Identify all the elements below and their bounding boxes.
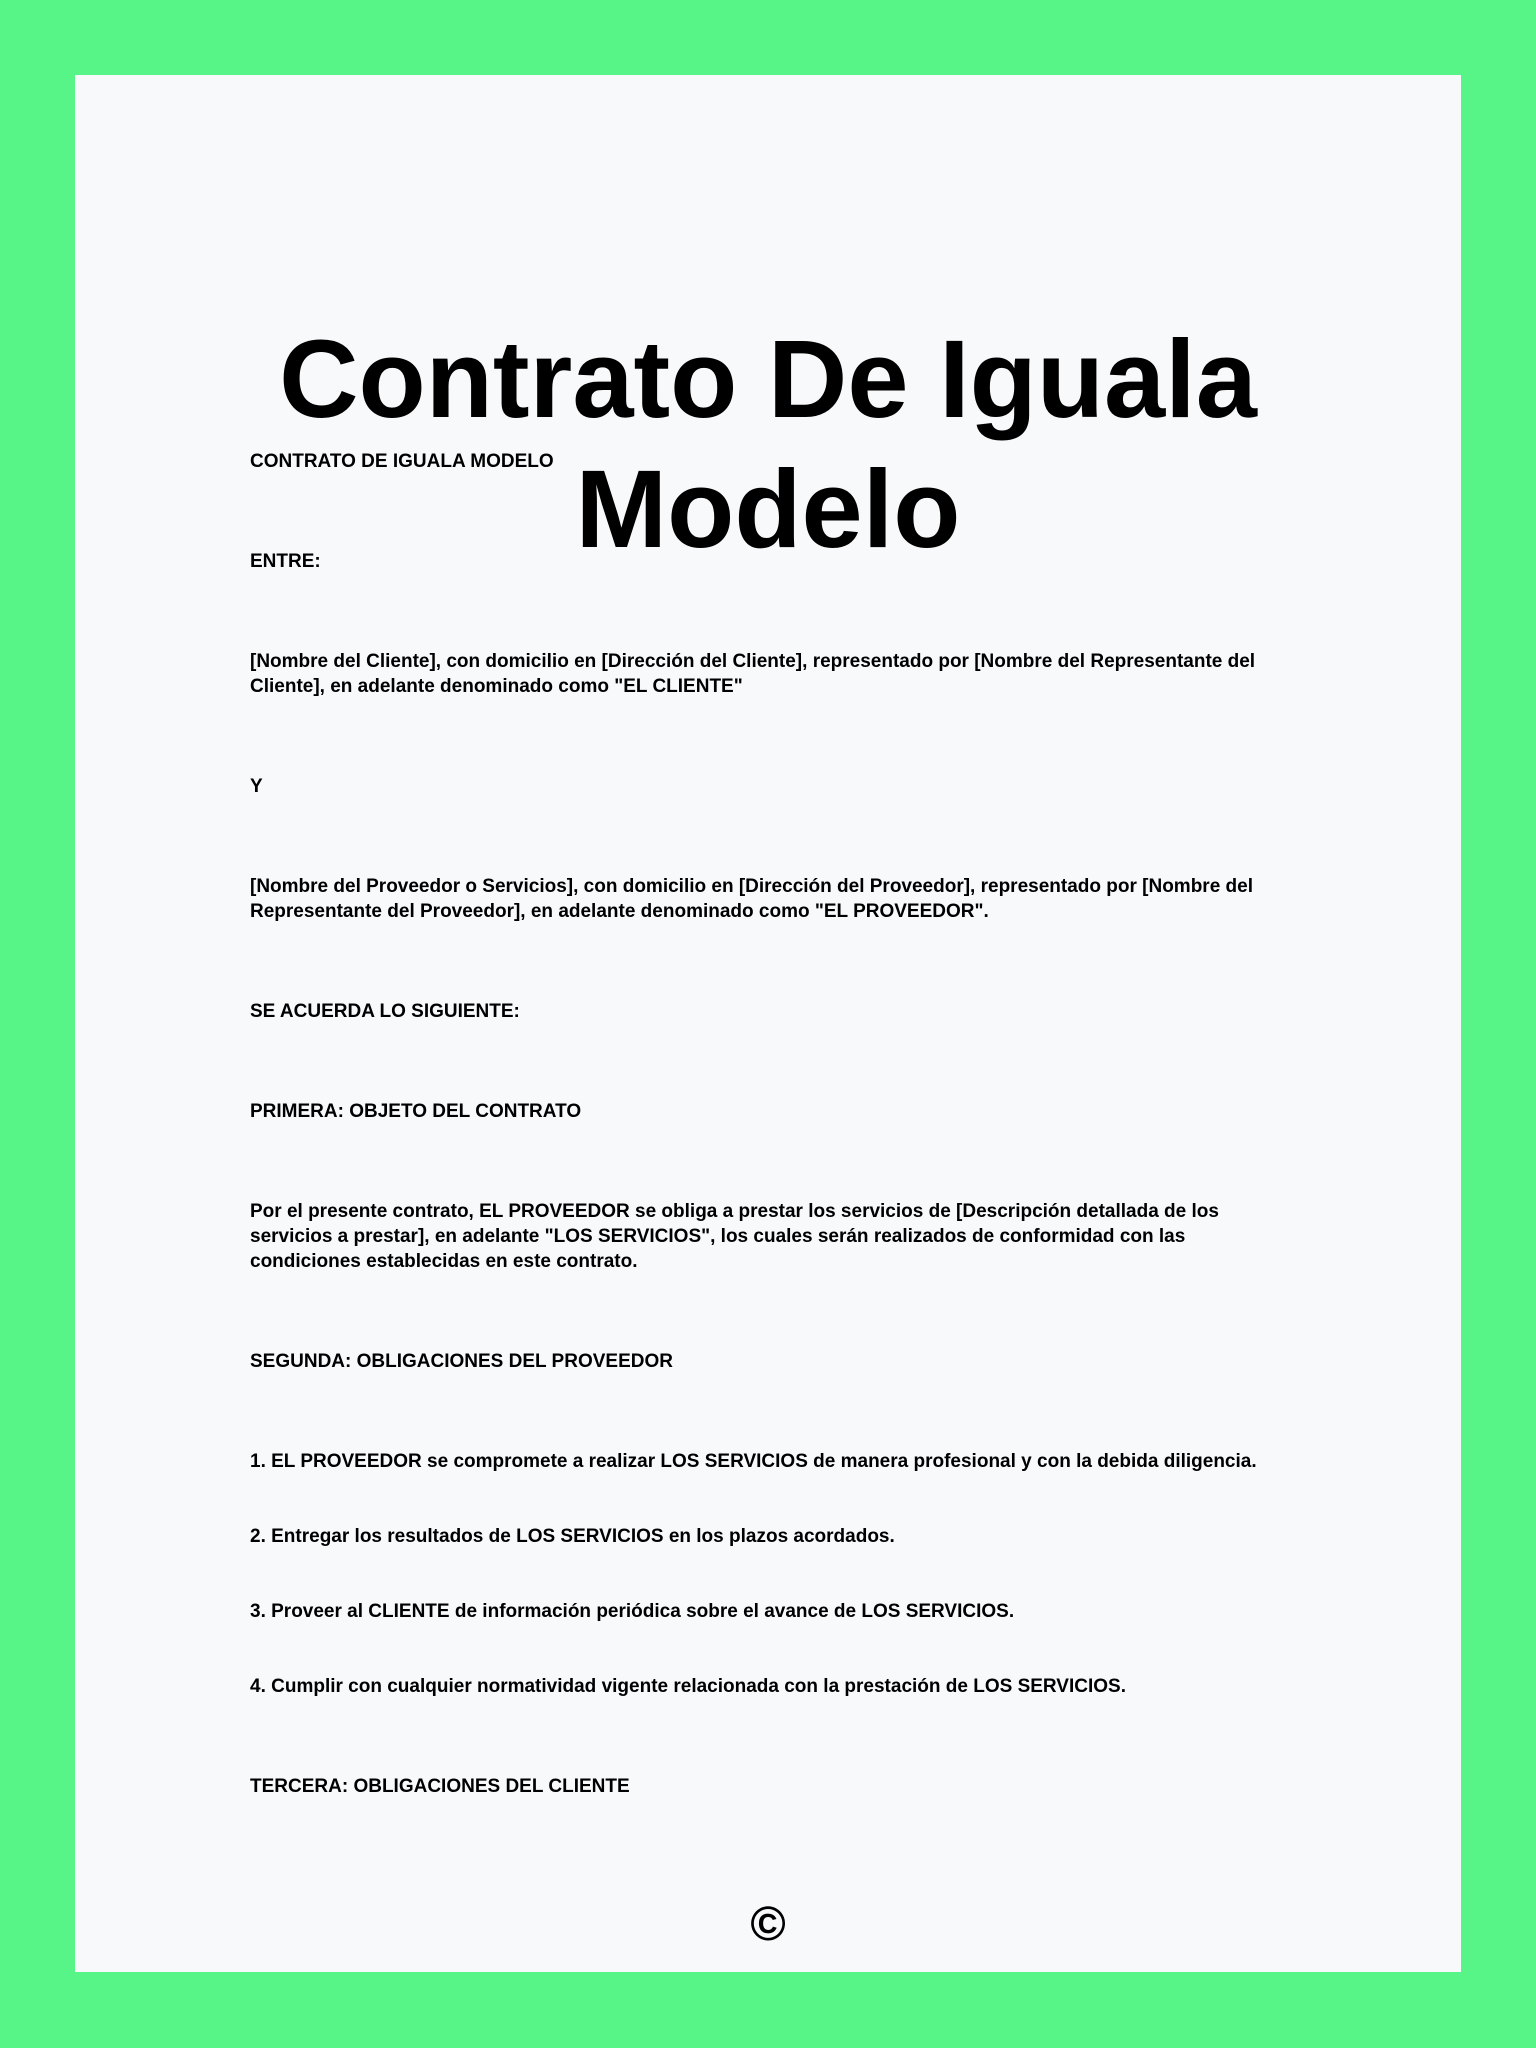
copyright-icon: © [750,1898,786,1951]
agreement-heading: SE ACUERDA LO SIGUIENTE: [250,1001,520,1022]
obligation-item: 2. Entregar los resultados de LOS SERVICIOS en los plazos acordados. [250,1526,895,1547]
obligation-item: 4. Cumplir con cualquier normatividad vigente relacionada con la prestación de LOS SERVICIOS. [250,1676,1126,1697]
document-title: Contrato De Iguala Modelo [279,318,1257,571]
document-page [75,75,1461,1972]
document-body [250,449,1290,1874]
clause-1-text: Por el presente contrato, EL PROVEEDOR se obliga a prestar los servicios de [Descripción detallada de los servicios a prestar], en adelante "LOS SERVICIOS", los cuales serán realizados de conformidad con las condiciones establecidas en este contrato. [250,1201,1219,1272]
contract-heading: CONTRATO DE IGUALA MODELO [250,451,554,472]
client-paragraph: [Nombre del Cliente], con domicilio en [Dirección del Cliente], representado por [Nombre del Representante del Cliente], en adelante denominado como "EL CLIENTE" [250,651,1256,697]
obligation-item: 3. Proveer al CLIENTE de información periódica sobre el avance de LOS SERVICIOS. [250,1601,1015,1622]
clause-2-heading: SEGUNDA: OBLIGACIONES DEL PROVEEDOR [250,1351,673,1372]
parties-label: ENTRE: [250,551,321,572]
obligation-item: 1. EL PROVEEDOR se compromete a realizar LOS SERVICIOS de manera profesional y con la debida diligencia. [250,1451,1257,1472]
clause-3-heading: TERCERA: OBLIGACIONES DEL CLIENTE [250,1776,630,1797]
provider-paragraph: [Nombre del Proveedor o Servicios], con domicilio en [Dirección del Proveedor], representado por [Nombre del Representante del Proveedor], en adelante denominado como "EL PROVEEDOR". [250,876,1254,922]
clause-1-heading: PRIMERA: OBJETO DEL CONTRATO [250,1101,582,1122]
conjunction: Y [250,776,263,797]
